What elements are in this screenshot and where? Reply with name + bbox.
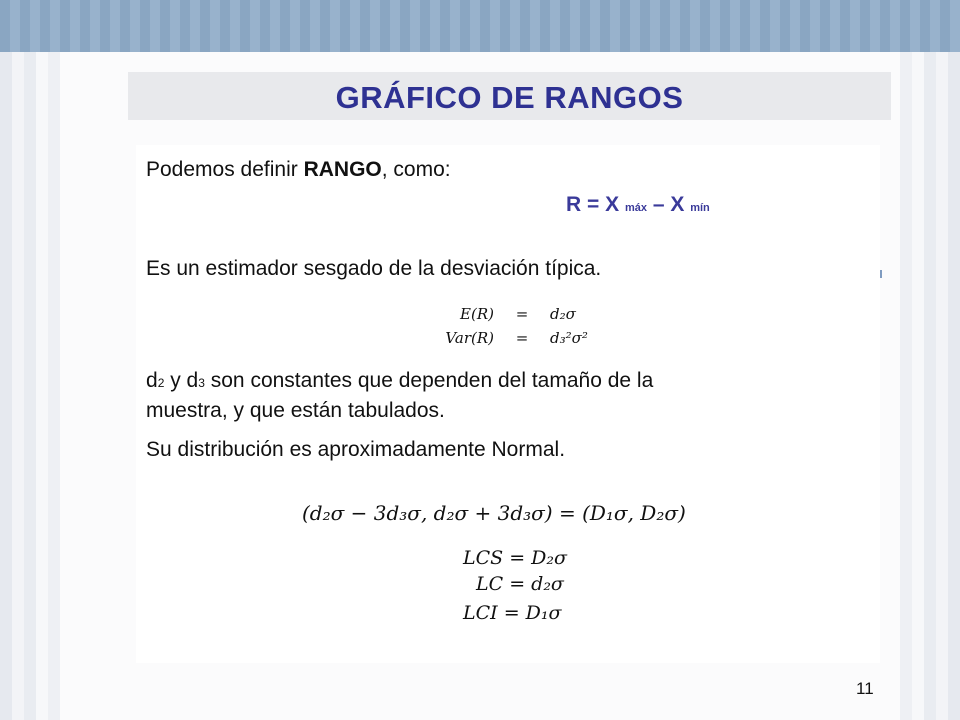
range-formula-min: mín [690, 202, 710, 214]
moment-eq: = [515, 305, 529, 323]
definition-suffix: , como: [381, 158, 451, 181]
moment-lhs: Var(R) [445, 329, 494, 347]
definition-line [146, 157, 451, 183]
interval-formula: (d₂σ − 3d₃σ, d₂σ + 3d₃σ) = (D₁σ, D₂σ) [302, 501, 686, 525]
range-formula [566, 193, 710, 217]
distribution-text: Su distribución es aproximadamente Normal. [146, 438, 566, 461]
definition-term: RANGO [303, 158, 382, 181]
variance-formula [414, 329, 588, 347]
title-bar [128, 72, 891, 120]
constants-text-line2: muestra, y que están tabulados. [146, 399, 445, 422]
range-formula-r: R = X [566, 193, 625, 216]
constant-d3-letter: y d [164, 369, 199, 392]
constants-rest: son constantes que dependen del tamaño de la [204, 369, 654, 392]
constant-d2-sub: 2 [157, 376, 165, 390]
moment-rhs: d₃²σ² [550, 329, 588, 347]
range-formula-dash: – X [646, 193, 691, 216]
content-panel [136, 145, 880, 663]
top-decorative-band [0, 0, 960, 52]
constants-text-line1 [146, 368, 653, 396]
moment-eq: = [515, 329, 529, 347]
estimator-text: Es un estimador sesgado de la desviación típica. [146, 257, 602, 280]
range-formula-max: máx [624, 202, 647, 214]
limit-lc: LC = d₂σ [476, 573, 564, 595]
moment-rhs: d₂σ [550, 305, 576, 323]
limit-lci: LCI = D₁σ [463, 602, 562, 624]
limit-lcs: LCS = D₂σ [463, 547, 567, 569]
constant-d2-letter: d [146, 369, 158, 392]
expectation-formula [414, 305, 576, 323]
constant-d3-sub: 3 [198, 376, 205, 390]
slide-title: GRÁFICO DE RANGOS [335, 80, 684, 115]
page-number: 11 [856, 679, 874, 698]
definition-prefix: Podemos definir [146, 158, 304, 181]
decorative-tick [880, 270, 882, 278]
moment-lhs: E(R) [460, 305, 494, 323]
